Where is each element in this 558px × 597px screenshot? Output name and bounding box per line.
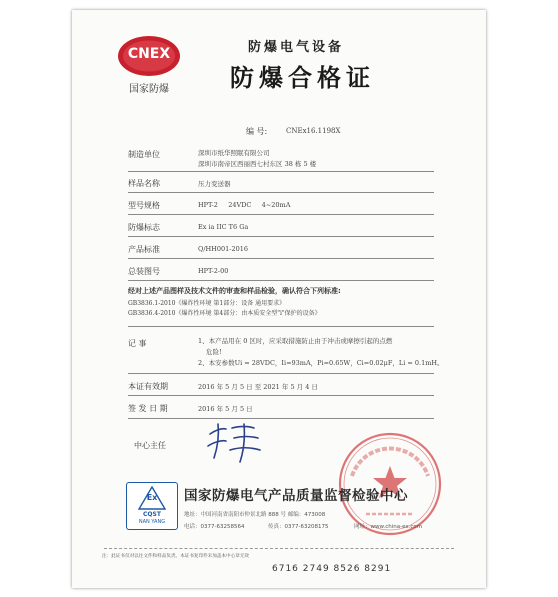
- center-tel: 电话：0377-63258564: [184, 524, 245, 530]
- note-line: 1、本产品用在 0 区时，应采取措施防止由于冲击或摩擦引起的点燃: [198, 337, 393, 345]
- product-standard-value: Q/HH001-2016: [198, 245, 249, 253]
- center-name: 国家防爆电气产品质量监督检验中心: [184, 488, 408, 504]
- standard-item: GB3836.4-2010《爆炸性环境 第4部分：由本质安全型"i"保护的设备》: [128, 310, 321, 317]
- divider: [128, 258, 434, 259]
- note-line: 2、本安参数Ui = 28VDC，Ii=93mA，Pi=0.65W，Ci=0.02μF，Li = 0.1mH。: [198, 359, 444, 367]
- standard-item: GB3836.1-2010《爆炸性环境 第1部分：设备 通用要求》: [128, 300, 286, 307]
- footer-note: 注：此证书仅对以往文件和样品负责。本证书复印件未加盖本中心章无效: [102, 554, 250, 559]
- manufacturer-name: 深圳市纸华照眠有限公司: [198, 149, 270, 157]
- cqst-logo-line2: NAN YANG: [138, 519, 166, 525]
- ex-marking-label: 防爆标志: [128, 223, 160, 232]
- cqst-logo: [126, 482, 178, 530]
- cert-number-value: CNEx16.1198X: [286, 127, 341, 135]
- certificate-serial: 6716 2749 8526 8291: [272, 564, 392, 574]
- cnex-logo-caption: 国家防爆: [129, 84, 169, 95]
- model-value: HPT-2 24VDC 4~20mA: [198, 201, 291, 209]
- assembly-drawing-label: 总装图号: [128, 267, 160, 276]
- ex-marking-value: Ex ia IIC T6 Ga: [198, 223, 249, 231]
- model-label: 型号规格: [128, 201, 160, 210]
- center-fax: 传真：0377-63208175: [268, 524, 329, 530]
- divider: [128, 326, 434, 327]
- cnex-logo-text: CNEX: [127, 46, 171, 62]
- issue-date-label: 签 发 日 期: [128, 404, 168, 413]
- cqst-logo-line1: CQST: [143, 511, 161, 518]
- divider: [128, 192, 434, 193]
- certificate-title: 防爆合格证: [230, 64, 375, 92]
- product-standard-label: 产品标准: [128, 245, 160, 254]
- cqst-logo-ex: Ex: [146, 493, 158, 502]
- divider: [128, 280, 434, 281]
- inspection-statement: 经对上述产品图样及技术文件的审查和样品检验，确认符合下列标准:: [128, 287, 341, 295]
- certificate-sheet: [72, 10, 486, 588]
- certificate-subtitle: 防爆电气设备: [248, 40, 345, 55]
- manufacturer-address: 深圳市南帝区西丽西七村东区 38 栋 5 楼: [198, 160, 317, 168]
- assembly-drawing-value: HPT-2-00: [198, 267, 229, 275]
- cert-number-label: 编 号:: [246, 127, 268, 136]
- divider: [128, 418, 434, 419]
- director-signature: [204, 420, 264, 464]
- divider: [128, 214, 434, 215]
- note-line: 危险!: [206, 348, 222, 356]
- divider: [128, 373, 434, 374]
- center-website: 网址：www.china-ex.com: [354, 524, 423, 530]
- center-address: 地址：中国河南省南阳市仲景北路 888 号 邮编：473008: [184, 512, 326, 518]
- sample-name-value: 压力变送器: [198, 180, 231, 188]
- director-label: 中心主任: [134, 441, 166, 450]
- footer-divider: [104, 548, 454, 549]
- divider: [128, 236, 434, 237]
- validity-value: 2016 年 5 月 5 日 至 2021 年 5 月 4 日: [198, 383, 318, 391]
- issue-date-value: 2016 年 5 月 5 日: [198, 405, 253, 413]
- divider: [128, 171, 434, 172]
- manufacturer-label: 制造单位: [128, 150, 160, 159]
- cnex-logo: [116, 34, 182, 96]
- notes-label: 记 事: [128, 339, 147, 348]
- divider: [128, 395, 434, 396]
- validity-label: 本证有效期: [128, 382, 168, 391]
- sample-name-label: 样品名称: [128, 179, 160, 188]
